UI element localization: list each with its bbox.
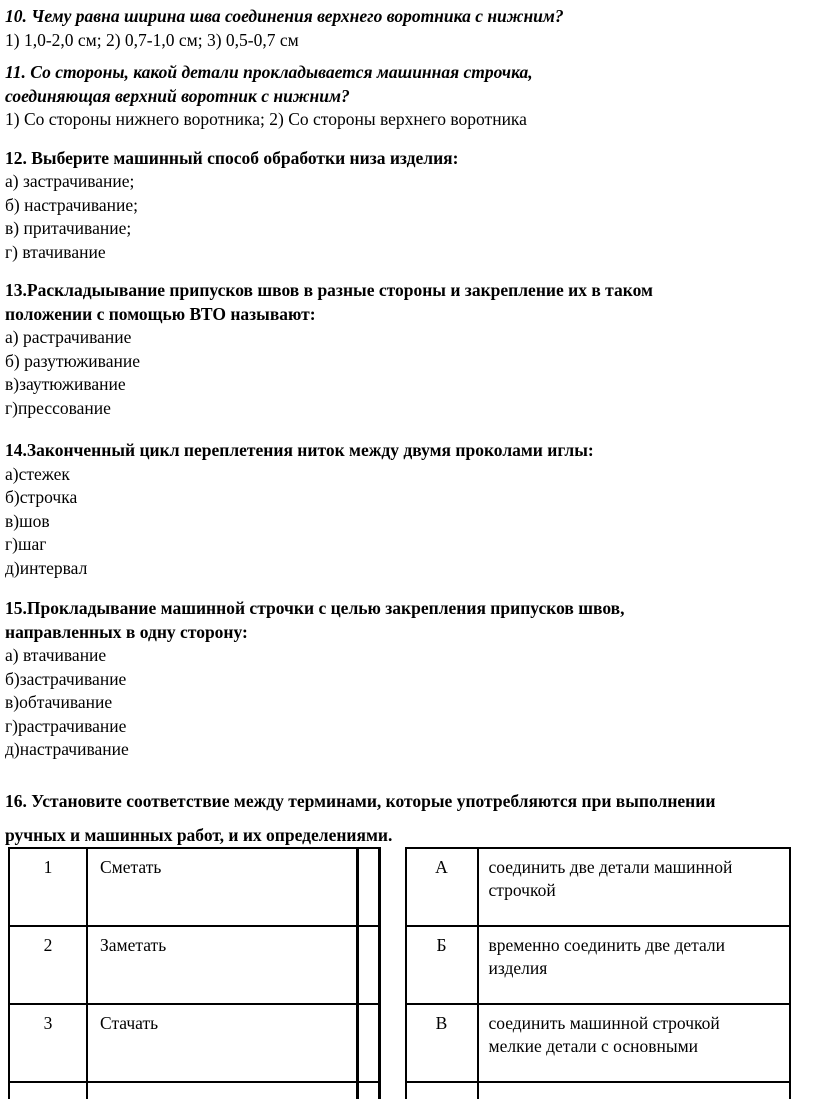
term-cell bbox=[87, 1082, 357, 1099]
question-13 bbox=[5, 279, 808, 420]
term-number-cell: 1 bbox=[9, 848, 87, 926]
document-page bbox=[5, 5, 808, 1099]
question-title-line: 10. Чему равна ширина шва соединения верхнего воротника с нижним? bbox=[5, 6, 564, 26]
table-row-partial bbox=[406, 1082, 790, 1099]
term-number-cell: 3 bbox=[9, 1004, 87, 1082]
table-row bbox=[406, 848, 790, 926]
matching-table bbox=[8, 847, 808, 1099]
letter-cell: В bbox=[406, 1004, 478, 1082]
answer-option: а)стежек bbox=[5, 463, 70, 484]
answer-option: г)шаг bbox=[5, 534, 47, 554]
question-title-line: положении с помощью ВТО называют: bbox=[5, 303, 316, 324]
answer-option: а) растрачивание bbox=[5, 327, 132, 347]
question-title-line: 11. Со стороны, какой детали прокладывается машинная строчка, bbox=[5, 62, 533, 82]
question-12 bbox=[5, 147, 808, 265]
answer-option: г)растрачивание bbox=[5, 715, 127, 736]
definitions-table bbox=[405, 847, 791, 1099]
definition-line: соединить две детали машинной bbox=[488, 856, 733, 877]
answer-option: в)обтачивание bbox=[5, 692, 113, 712]
answer-option: в)заутюживание bbox=[5, 374, 126, 394]
term-number-cell bbox=[9, 1082, 87, 1099]
question-title-line: соединяющая верхний воротник с нижним? bbox=[5, 85, 350, 106]
question-title-line: 14.Законченный цикл переплетения ниток между двумя проколами иглы: bbox=[5, 440, 594, 460]
question-title-line: 12. Выберите машинный способ обработки низа изделия: bbox=[5, 147, 459, 168]
letter-cell: Б bbox=[406, 926, 478, 1004]
definition-cell bbox=[478, 1004, 790, 1082]
question-14 bbox=[5, 439, 808, 580]
answer-option: б) разутюживание bbox=[5, 350, 140, 371]
definition-line: временно соединить две детали bbox=[488, 934, 726, 955]
table-row bbox=[9, 926, 379, 1004]
term-cell: Заметать bbox=[87, 926, 357, 1004]
answer-options-inline: 1) Со стороны нижнего воротника; 2) Со стороны верхнего воротника bbox=[5, 109, 527, 129]
answer-option: г) втачивание bbox=[5, 241, 106, 262]
answer-option: д)настрачивание bbox=[5, 739, 129, 759]
answer-option: г)прессование bbox=[5, 397, 111, 418]
answer-option: д)интервал bbox=[5, 557, 88, 578]
definition-line: изделия bbox=[488, 958, 548, 978]
definition-line: мелкие детали с основными bbox=[488, 1036, 699, 1056]
answer-option: б)застрачивание bbox=[5, 668, 127, 689]
term-cell: Стачать bbox=[87, 1004, 357, 1082]
table-row bbox=[406, 1004, 790, 1082]
answer-option: а) втачивание bbox=[5, 645, 107, 665]
question-title-line: 13.Раскладыывание припусков швов в разные стороны и закрепление их в таком bbox=[5, 280, 653, 300]
question-15 bbox=[5, 597, 808, 762]
answer-option: б) настрачивание; bbox=[5, 194, 139, 215]
question-title-line: ручных и машинных работ, и их определениями. bbox=[5, 824, 393, 845]
answer-option: б)строчка bbox=[5, 487, 78, 507]
question-16 bbox=[5, 784, 808, 852]
definition-cell bbox=[478, 848, 790, 926]
question-title-line: 16. Установите соответствие между терминами, которые употребляются при выполнении bbox=[5, 790, 716, 811]
definition-line: соединить машинной строчкой bbox=[488, 1012, 720, 1033]
answer-option: а) застрачивание; bbox=[5, 171, 135, 191]
question-title-line: направленных в одну сторону: bbox=[5, 621, 248, 642]
question-10 bbox=[5, 5, 808, 52]
spacer-cell bbox=[357, 1082, 379, 1099]
question-11 bbox=[5, 61, 808, 132]
terms-table bbox=[8, 847, 381, 1099]
term-cell: Сметать bbox=[87, 848, 357, 926]
table-row-partial bbox=[9, 1082, 379, 1099]
table-row bbox=[9, 848, 379, 926]
answer-options-inline: 1) 1,0-2,0 см; 2) 0,7-1,0 см; 3) 0,5-0,7 см bbox=[5, 29, 299, 50]
definition-cell bbox=[478, 926, 790, 1004]
spacer-cell bbox=[357, 848, 379, 926]
table-row bbox=[9, 1004, 379, 1082]
answer-option: в) притачивание; bbox=[5, 218, 132, 238]
definition-line: строчкой bbox=[488, 880, 556, 900]
spacer-cell bbox=[357, 1004, 379, 1082]
term-number-cell: 2 bbox=[9, 926, 87, 1004]
table-row bbox=[406, 926, 790, 1004]
spacer-cell bbox=[357, 926, 379, 1004]
answer-option: в)шов bbox=[5, 510, 50, 531]
definition-cell bbox=[478, 1082, 790, 1099]
letter-cell: А bbox=[406, 848, 478, 926]
letter-cell bbox=[406, 1082, 478, 1099]
question-title-line: 15.Прокладывание машинной строчки с целью закрепления припусков швов, bbox=[5, 598, 625, 618]
